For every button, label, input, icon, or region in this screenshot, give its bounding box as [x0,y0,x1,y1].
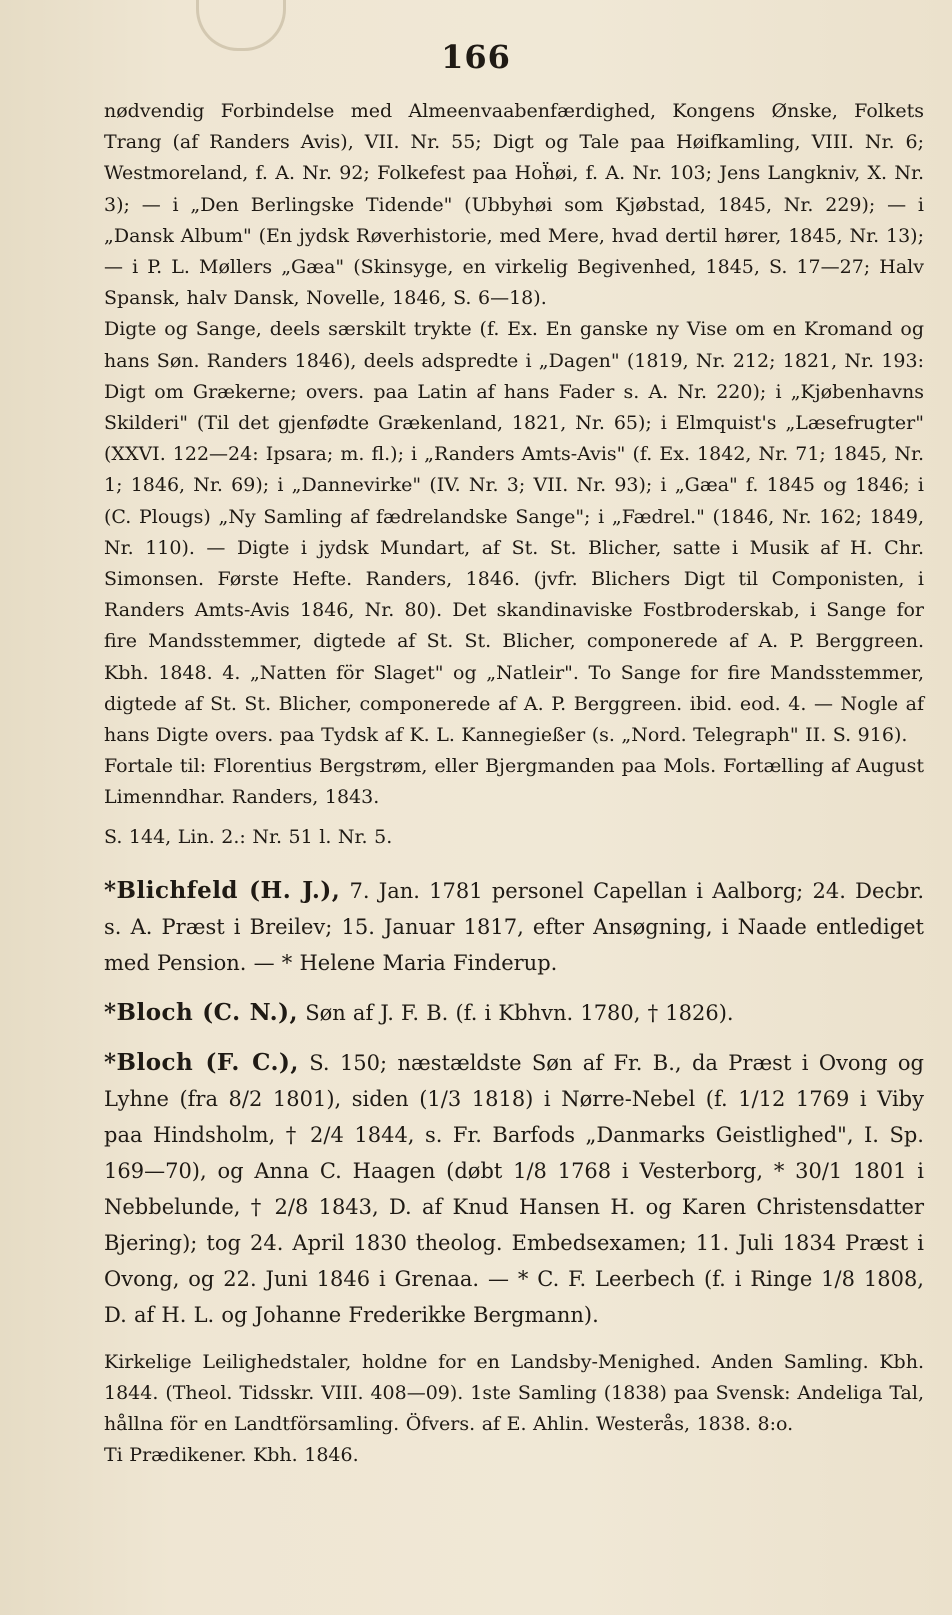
entry-headword: *Bloch (C. N.), [104,998,299,1026]
entry-headword: *Blichfeld (H. J.), [104,876,341,904]
entry-bloch-fc [104,1045,924,1333]
paragraph-works-continued: nødvendig Forbindelse med Almeenvaabenfærdighed, Kongens Ønske, Folkets Trang (af Randers Avis), VII. Nr. 55; Digt og Tale paa Høifkamling, VIII. Nr. 6; Westmoreland, f. A. Nr. 92; Folkefest paa Hoḧøi, f. A. Nr. 103; Jens Langkniv, X. Nr. 3); — i „Den Berlingske Tidende" (Ubbyhøi som Kjøbstad, 1845, Nr. 229); — i „Dansk Album" (En jydsk Røverhistorie, med Mere, hvad dertil hører, 1845, Nr. 13); — i P. L. Møllers „Gæa" (Skinsyge, en virkelig Begivenhed, 1845, S. 17—27; Halv Spansk, halv Dansk, Novelle, 1846, S. 6—18). [104,100,924,310]
entry-text: S. 150; næstældste Søn af Fr. B., da Præst i Ovong og Lyhne (fra 8/2 1801), siden (1/3 1818) i Nørre-Nebel (f. 1/12 1769 i Viby paa Hindsholm, † 2/4 1844, s. Fr. Barfods „Danmarks Geistlighed", I. Sp. 169—70), og Anna C. Haagen (døbt 1/8 1768 i Vesterborg, * 30/1 1801 i Nebbelunde, † 2/8 1843, D. af Knud Hansen H. og Karen Christensdatter Bjering); tog 24. April 1830 theolog. Embedsexamen; 11. Juli 1834 Præst i Ovong, og 22. Juni 1846 i Grenaa. — * C. F. Leerbech (f. i Ringe 1/8 1808, D. af H. L. og Johanne Frederikke Bergmann). [104,1050,925,1327]
paragraph-preface: Fortale til: Florentius Bergstrøm, eller Bjergmanden paa Mols. Fortælling af August Limenndhar. Randers, 1843. [104,755,924,809]
paragraph-erratum: S. 144, Lin. 2.: Nr. 51 l. Nr. 5. [104,825,393,848]
paragraph-poems: Digte og Sange, deels særskilt trykte (f. Ex. En ganske ny Vise om en Kromand og hans Søn. Randers 1846), deels adspredte i „Dagen" (1819, Nr. 212; 1821, Nr. 193: Digt om Grækerne; overs. paa Latin af hans Fader s. A. Nr. 220); i „Kjøbenhavns Skilderi" (Til det gjenfødte Grækenland, 1821, Nr. 65); i Elmquist's „Læsefrugter" (XXVI. 122—24: Ipsara; m. fl.); i „Randers Amts-Avis" (f. Ex. 1842, Nr. 71; 1845, Nr. 1; 1846, Nr. 69); i „Dannevirke" (IV. Nr. 3; VII. Nr. 93); i „Gæa" f. 1845 og 1846; i (C. Plougs) „Ny Samling af fædrelandske Sange"; i „Fædrel." (1846, Nr. 162; 1849, Nr. 110). — Digte i jydsk Mundart, af St. St. Blicher, satte i Musik af H. Chr. Simonsen. Første Hefte. Randers, 1846. (jvfr. Blichers Digt til Componisten, i Randers Amts-Avis 1846, Nr. 80). Det skandinaviske Fostbroderskab, i Sange for fire Mandsstemmer, digtede af St. St. Blicher, componerede af A. P. Berggreen. Kbh. 1848. 4. „Natten för Slaget" og „Natleir". To Sange for fire Mandsstemmer, digtede af St. St. Blicher, componerede af A. P. Berggreen. ibid. eod. 4. — Nogle af hans Digte overs. paa Tydsk af K. L. Kannegießer (s. „Nord. Telegraph" II. S. 916). [104,318,924,747]
entry-blichfeld [104,873,924,981]
paragraph-sermons: Kirkelige Leilighedstaler, holdne for en Landsby-Menighed. Anden Samling. Kbh. 1844. (Theol. Tidsskr. VIII. 408—09). 1ste Samling (1838) paa Svensk: Andeliga Tal, hållna för en Landtförsamling. Öfvers. af E. Ahlin. Westerås, 1838. 8:o. [104,1350,924,1436]
paragraph-ten-sermons: Ti Prædikener. Kbh. 1846. [104,1444,359,1467]
text-column [104,96,924,1472]
entry-text: Søn af J. F. B. (f. i Kbhvn. 1780, † 1826). [298,1000,734,1025]
page-number: 166 [441,38,511,76]
entry-text: 7. Jan. 1781 personel Capellan i Aalborg; 24. Decbr. s. A. Præst i Breilev; 15. Januar 1817, efter Ansøgning, i Naade entlediget med Pension. — * Helene Maria Finderup. [104,878,924,975]
entry-headword: *Bloch (F. C.), [104,1048,299,1076]
entry-bloch-cn [104,995,924,1031]
